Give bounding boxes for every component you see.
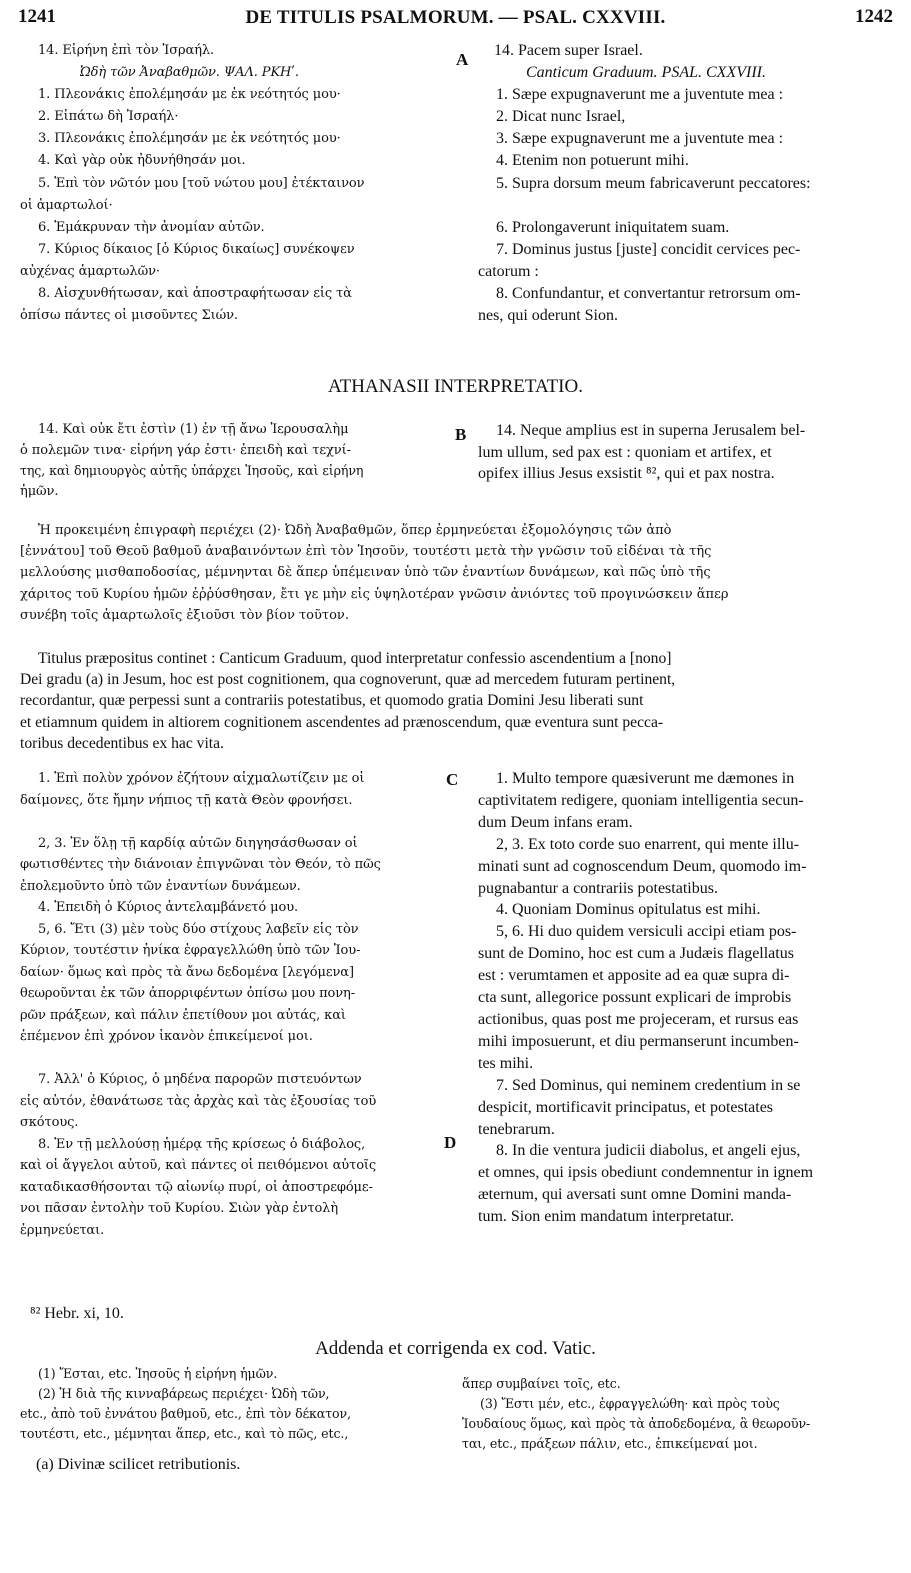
comm-greek-line: καὶ οἱ ἄγγελοι αὐτοῦ, καὶ πάντες οἱ πειθόμενοι αὐτοῖς bbox=[20, 1158, 377, 1173]
intro-greek-line: χάριτος τοῦ Κυρίου ἡμῶν ἐῤῥύσθησαν, ἔτι γε μὴν εἰς ὑψηλοτέραν γνῶσιν ἀνιόντες τοῦ προγινώσκειν ἅπερ bbox=[20, 586, 729, 602]
psalm-latin-line: catorum : bbox=[478, 262, 539, 280]
intro-latin-line: et etiamnum quidem in altiorem cognitionem ascendentes ad prænoscendum, quæ eventura sunt pecca- bbox=[20, 713, 664, 731]
comm-greek-line: ἑρμηνεύεται. bbox=[20, 1222, 105, 1238]
margin-label-c: C bbox=[446, 770, 459, 789]
page-number-right: 1242 bbox=[855, 6, 893, 27]
comm-latin-line: est : verumtamen et apposite ad ea quæ supra di- bbox=[478, 967, 790, 985]
psalm-latin-line: nes, qui oderunt Sion. bbox=[478, 307, 618, 325]
psalm-latin-line: 7. Dominus justus [juste] concidit cervices pec- bbox=[496, 240, 801, 258]
psalm-greek-column bbox=[20, 40, 452, 327]
intro-latin-line: Dei gradu (a) in Jesum, hoc est post cognitionem, qua cognoverunt, quæ ad mercedem futuram pertinent, bbox=[20, 671, 676, 689]
intro-greek-line: [ἐννάτου] τοῦ Θεοῦ βαθμοῦ ἀναβαινόντων ἐπὶ τὸν Ἰησοῦν, τουτέστι μετὰ τὴν γνῶσιν τοῦ εἰδέναι τὰ τῆς bbox=[20, 544, 712, 560]
psalm-greek-line: Ὠδὴ τῶν Ἀναβαθμῶν. ΨΑΛ. ΡΚΗʹ. bbox=[80, 65, 299, 81]
comm-latin-line: minati sunt ad cognoscendum Deum, quomodo im- bbox=[478, 857, 807, 875]
comm-greek-spacer bbox=[20, 1048, 452, 1070]
comm-latin-line: 7. Sed Dominus, qui neminem credentium in se bbox=[496, 1076, 801, 1094]
addenda-note: (a) Divinæ scilicet retributionis. bbox=[36, 1456, 241, 1473]
commentary-greek-column bbox=[20, 768, 452, 1241]
intro-latin bbox=[20, 648, 890, 754]
comm-latin-line: tes mihi. bbox=[478, 1054, 534, 1072]
v14-latin-line: opifex illius Jesus exsistit ⁸², qui et pax nostra. bbox=[478, 465, 775, 482]
psalm-latin-line: 4. Etenim non potuerunt mihi. bbox=[496, 152, 689, 170]
comm-latin-line: æternum, qui aversati sunt omne Domini manda- bbox=[478, 1186, 792, 1204]
footnote: ⁸² Hebr. xi, 10. bbox=[30, 1305, 124, 1322]
psalm-latin-column bbox=[478, 40, 896, 327]
comm-latin-line: dum Deum infans eram. bbox=[478, 813, 633, 831]
comm-latin-line: tenebrarum. bbox=[478, 1120, 555, 1138]
comm-greek-line: ἐπέμενον ἐπὶ χρόνον ἱκανὸν ἐπικείμενοί μοι. bbox=[20, 1029, 313, 1044]
intro-latin-line: recordantur, quæ perpessi sunt a contrariis potestatibus, et quomodo gratia Domini Jesu liberati sunt bbox=[20, 692, 644, 710]
intro-greek bbox=[20, 520, 890, 626]
intro-greek-line: συνέβη τοῖς ἁμαρτωλοῖς ἐξιοῦσι τὸν βίον τοῦτον. bbox=[20, 607, 349, 623]
psalm-latin-line: 1. Sæpe expugnaverunt me a juventute mea : bbox=[496, 86, 784, 104]
psalm-latin-line: 2. Dicat nunc Israel, bbox=[496, 108, 626, 126]
comm-greek-line: δαίων· ὅμως καὶ πρὸς τὰ ἄνω δεδομένα [λεγόμενα] bbox=[20, 964, 354, 980]
running-title: DE TITULIS PSALMORUM. — PSAL. CXXVIII. bbox=[245, 7, 666, 28]
psalm-greek-line: 6. Ἐμάκρυναν τὴν ἀνομίαν αὐτῶν. bbox=[38, 219, 265, 235]
comm-latin-line: 8. In die ventura judicii diabolus, et angeli ejus, bbox=[496, 1142, 801, 1160]
comm-latin-line: sunt de Domino, hoc est cum a Judæis flagellatus bbox=[478, 945, 794, 963]
v14-greek-line: ὁ πολεμῶν τινα· εἰρήνη γάρ ἐστι· ἐπειδὴ καὶ τεχνί- bbox=[20, 442, 351, 458]
comm-greek-line: καταδικασθήσονται τῷ αἰωνίῳ πυρί, οἱ ἀποστρεφόμε- bbox=[20, 1179, 373, 1195]
v14-greek bbox=[20, 420, 452, 502]
comm-greek-line: εἰς αὐτόν, ἐθανάτωσε τὰς ἀρχὰς καὶ τὰς ἐξουσίας τοῦ bbox=[20, 1093, 377, 1109]
psalm-latin-line: 6. Prolongaverunt iniquitatem suam. bbox=[496, 218, 730, 236]
comm-greek-line: θεωροῦνται ἐκ τῶν ἀπορριφέντων ὀπίσω μου πονη- bbox=[20, 986, 356, 1001]
comm-greek-line: 1. Ἐπὶ πολὺν χρόνον ἐζήτουν αἰχμαλωτίζειν με οἱ bbox=[38, 771, 365, 786]
addenda-right-line: ται, etc., πράξεων πάλιν, etc., ἐπικείμεναί μοι. bbox=[462, 1436, 758, 1451]
comm-greek-spacer bbox=[20, 811, 452, 833]
commentary-latin-column bbox=[478, 768, 896, 1228]
psalm-greek-line: 14. Εἰρήνη ἐπὶ τὸν Ἰσραήλ. bbox=[38, 43, 215, 58]
psalm-latin-spacer bbox=[478, 195, 896, 217]
addenda-left-line: etc., ἀπὸ τοῦ ἐννάτου βαθμοῦ, etc., ἐπὶ τὸν δέκατον, bbox=[20, 1406, 351, 1421]
psalm-greek-line: οἱ ἁμαρτωλοί· bbox=[20, 197, 113, 213]
comm-latin-line: et omnes, qui ipsis obediunt condemnentur in ignem bbox=[478, 1164, 814, 1182]
addenda-title: Addenda et corrigenda ex cod. Vatic. bbox=[315, 1338, 596, 1359]
margin-label-d: D bbox=[444, 1133, 457, 1152]
psalm-greek-line: 3. Πλεονάκις ἐπολέμησάν με ἐκ νεότητός μου· bbox=[38, 131, 341, 147]
addenda-right bbox=[462, 1374, 898, 1454]
addenda-right-line: Ἰουδαίους ὅμως, καὶ πρὸς τὰ ἀποδεδομένα, ἃ θεωροῦν- bbox=[462, 1416, 811, 1431]
v14-latin-line: lum ullum, sed pax est : quoniam et artifex, et bbox=[478, 443, 772, 461]
addenda-left bbox=[20, 1364, 452, 1444]
comm-latin-line: cta sunt, allegorice possunt explicari de improbis bbox=[478, 989, 792, 1007]
psalm-greek-line: αὐχένας ἁμαρτωλῶν· bbox=[20, 263, 160, 279]
intro-latin-line: toribus decedentibus ex hac vita. bbox=[20, 734, 224, 752]
margin-label-b: B bbox=[455, 425, 467, 444]
comm-latin-line: mihi imposuerunt, et diu permanserunt incumben- bbox=[478, 1032, 799, 1050]
addenda-right-line: (3) Ἔστι μέν, etc., ἐφραγγελώθη· καὶ πρὸς τοὺς bbox=[480, 1396, 780, 1411]
intro-greek-line: Ἡ προκειμένη ἐπιγραφὴ περιέχει (2)· Ὠδὴ Ἀναβαθμῶν, ὅπερ ἑρμηνεύεται ἐξομολόγησις τῶν ἀπὸ bbox=[38, 523, 672, 538]
addenda-right-line: ἅπερ συμβαίνει τοῖς, etc. bbox=[462, 1376, 621, 1391]
psalm-latin-line: 8. Confundantur, et convertantur retrorsum om- bbox=[496, 285, 801, 303]
comm-latin-line: despicit, mortificavit principatus, et potestates bbox=[478, 1098, 774, 1116]
comm-latin-line: captivitatem redigere, quoniam intelligentia secun- bbox=[478, 791, 804, 809]
addenda-left-line: (1) Ἔσται, etc. Ἰησοῦς ἡ εἰρήνη ἡμῶν. bbox=[38, 1366, 278, 1381]
comm-greek-line: 7. Ἀλλ' ὁ Κύριος, ὁ μηδένα παρορῶν πιστευόντων bbox=[38, 1072, 362, 1087]
v14-greek-line: ἡμῶν. bbox=[20, 483, 59, 499]
comm-greek-line: Κύριον, τουτέστιν ἡνίκα ἐφραγελλώθη ὑπὸ τῶν Ἰου- bbox=[20, 943, 361, 958]
comm-greek-line: 2, 3. Ἐν ὅλῃ τῇ καρδίᾳ αὐτῶν διηγησάσθωσαν οἱ bbox=[38, 835, 358, 851]
psalm-latin-line: 14. Pacem super Israel. bbox=[494, 42, 643, 59]
comm-latin-line: 4. Quoniam Dominus opitulatus est mihi. bbox=[496, 901, 761, 919]
v14-greek-line: της, καὶ δημιουργὸς αὐτῆς ὑπάρχει Ἰησοῦς, καὶ εἰρήνη bbox=[20, 463, 364, 478]
psalm-greek-line: 7. Κύριος δίκαιος [ὁ Κύριος δικαίως] συνέκοψεν bbox=[38, 241, 355, 257]
comm-greek-line: σκότους. bbox=[20, 1115, 79, 1130]
comm-latin-line: 5, 6. Hi duo quidem versiculi accipi etiam pos- bbox=[496, 923, 797, 941]
page-number-left: 1241 bbox=[18, 6, 56, 27]
comm-latin-line: pugnabantur a contrariis potestatibus. bbox=[478, 879, 718, 897]
margin-label-a: A bbox=[456, 50, 469, 69]
comm-greek-line: 5, 6. Ἔτι (3) μὲν τοὺς δύο στίχους λαβεῖν εἰς τὸν bbox=[38, 921, 359, 937]
addenda-left-line: τουτέστι, etc., μέμνηται ἅπερ, etc., καὶ τὸ πῶς, etc., bbox=[20, 1426, 349, 1441]
psalm-latin-line: 3. Sæpe expugnaverunt me a juventute mea : bbox=[496, 130, 784, 148]
psalm-greek-line: 8. Αἰσχυνθήτωσαν, καὶ ἀποστραφήτωσαν εἰς τὰ bbox=[38, 286, 352, 302]
psalm-latin-line: 5. Supra dorsum meum fabricaverunt peccatores: bbox=[496, 174, 811, 192]
psalm-latin-line: Canticum Graduum. PSAL. CXXVIII. bbox=[526, 64, 766, 82]
psalm-greek-line: ὀπίσω πάντες οἱ μισοῦντες Σιών. bbox=[20, 308, 238, 324]
addenda-left-line: (2) Ἡ διὰ τῆς κινναβάρεως περιέχει· Ὠδὴ τῶν, bbox=[38, 1386, 330, 1401]
comm-latin-line: 1. Multo tempore quæsiverunt me dæmones in bbox=[496, 770, 795, 787]
intro-latin-line: Titulus præpositus continet : Canticum Graduum, quod interpretatur confessio ascendentium a [nono] bbox=[38, 650, 672, 667]
psalm-greek-line: 5. Ἐπὶ τὸν νῶτόν μου [τοῦ νώτου μου] ἐτέκταινον bbox=[38, 175, 365, 191]
comm-greek-line: ἐπολεμοῦντο ὑπὸ τῶν ἐναντίων δυνάμεων. bbox=[20, 878, 301, 894]
comm-latin-line: 2, 3. Ex toto corde suo enarrent, qui mente illu- bbox=[496, 835, 800, 853]
comm-greek-line: ρῶν πράξεων, καὶ πάλιν ἐπετίθουν μοι αὐτάς, καὶ bbox=[20, 1007, 346, 1023]
v14-greek-line: 14. Καὶ οὐκ ἔτι ἐστὶν (1) ἐν τῇ ἄνω Ἱερουσαλὴμ bbox=[38, 422, 349, 437]
v14-latin bbox=[478, 420, 896, 485]
comm-greek-line: 4. Ἐπειδὴ ὁ Κύριος ἀντελαμβάνετό μου. bbox=[38, 900, 299, 915]
comm-greek-line: νοι πᾶσαν ἐντολὴν τοῦ Κυρίου. Σιὼν γὰρ ἐντολὴ bbox=[20, 1201, 339, 1216]
comm-latin-line: tum. Sion enim mandatum interpretatur. bbox=[478, 1208, 734, 1226]
intro-greek-line: μελλούσης μισθαποδοσίας, μέμνηνται δὲ ἅπερ ὑπέμειναν ὑπὸ τῶν ἐναντίων δυνάμεων, καὶ πῶς ὑπὸ τῆς bbox=[20, 565, 711, 581]
section-title: ATHANASII INTERPRETATIO. bbox=[328, 376, 583, 397]
psalm-greek-line: 4. Καὶ γὰρ οὐκ ἠδυνήθησάν μοι. bbox=[38, 153, 246, 169]
v14-latin-line: 14. Neque amplius est in superna Jerusalem bel- bbox=[496, 422, 806, 439]
psalm-greek-line: 1. Πλεονάκις ἐπολέμησάν με ἐκ νεότητός μου· bbox=[38, 87, 341, 103]
comm-greek-line: 8. Ἐν τῇ μελλούσῃ ἡμέρᾳ τῆς κρίσεως ὁ διάβολος, bbox=[38, 1136, 366, 1152]
comm-latin-line: actionibus, quas post me projeceram, et rursus eas bbox=[478, 1010, 799, 1028]
running-header bbox=[18, 6, 893, 32]
comm-greek-line: φωτισθέντες τὴν διάνοιαν ἐπιγνῶναι τὸν Θεόν, τὸ πῶς bbox=[20, 857, 381, 872]
psalm-greek-line: 2. Εἰπάτω δὴ Ἰσραήλ· bbox=[38, 109, 179, 125]
comm-greek-line: δαίμονες, ὅτε ἤμην νήπιος τῇ κατὰ Θεὸν φρονήσει. bbox=[20, 792, 353, 808]
